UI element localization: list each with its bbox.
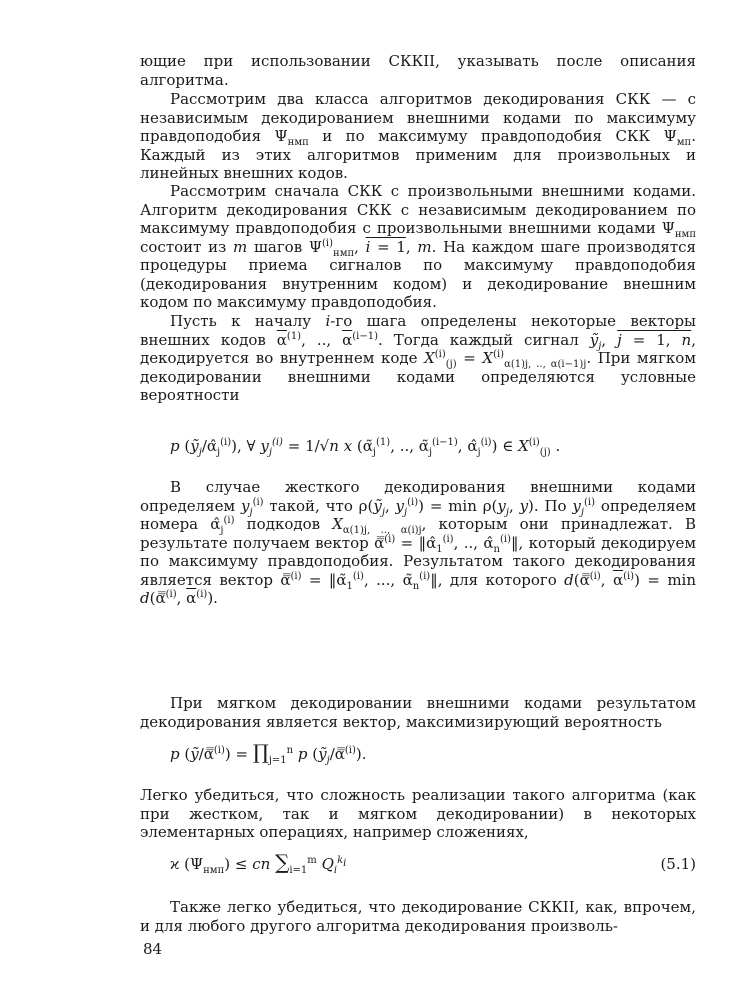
formula-complexity: ϰ $(\Psi_{нмп})$ ≤ cn $\sum_{i=1}^m$ $Q_i^{k_i}$: [170, 850, 347, 876]
paragraph-8: Также легко убедиться, что декодирование СККII, как, впрочем, и для любого другого алгоритма декодирования произволь-: [140, 898, 696, 935]
paragraph-4: Пусть к началу i-го шага определены некоторые векторы внешних кодов $\overline{\alpha}^{(1)}$, .., $\overline{\alpha}^{(i-1)}$. Тогда каждый сигнал ỹ$_j$, j = 1, n, декодируется во внутреннем коде $X^{(i)}_{(j)} = X^{(i)}_{\alpha(1)j, .., \alpha(i-1)j}$. При мягком декодировании внешними кодами определяются условные вероятности: [140, 312, 696, 404]
paragraph-1: ющие при использовании СККII, указывать после описания алгоритма.: [140, 52, 696, 89]
paragraph-5: В случае жесткого декодирования внешними кодами определяем $y_j^{(i)}$ такой, что ρ(ỹ$_j$, $y_j^{(i)}) = \min \rho(y_j$, y). По $y_j^{(i)}$ определяем номера $\alphâ_j^{(i)}$ подкодов $X_{\alpha(1)j, .., \alpha(i)j}$, которым они принадлежат. В результате получаем вектор α̿$^{(i)}$ = $‖\alphâ_1^{(i)}$, .., $\alphâ_n^{(i)}‖$, который декодируем по максимуму правдоподобия. Результатом такого декодирования является вектор α̿$^{(i)}$ = $‖\alphã_1^{(i)}$, ..., $\alphã_n^{(i)}‖$, для которого d(α̿$^{(i)}$, $\overline{\alpha}^{(i)}) = \min$ d(α̿$^{(i)}$, $\overline{\alpha}^{(i)}$).: [140, 478, 697, 607]
page-number: 84: [143, 940, 163, 958]
paragraph-2: Рассмотрим два класса алгоритмов декодирования СКК — с независимым декодированием внешними кодами по максимуму правдоподобия $\Psi_{нмп}$ и по максимуму правдоподобия СКК $\Psi_{мп}$. Каждый из этих алгоритмов применим для произвольных и линейных внешних кодов.: [140, 90, 696, 182]
paragraph-7: Легко убедиться, что сложность реализации такого алгоритма (как при жестком, так и мягком декодировании) в некоторых элементарных операциях, например сложениях,: [140, 786, 696, 841]
equation-number: (5.1): [660, 855, 696, 873]
paragraph-3: Рассмотрим сначала СКК с произвольными внешними кодами. Алгоритм декодирования СКК с независимым декодированием по максимуму правдоподобия с произвольными внешними кодами $\Psi_{нмп}$ состоит из m шагов $\Psi^{(i)}_{нмп}$, i = 1, m. На каждом шаге производятся процедуры приема сигналов по максимуму правдоподобия (декодирования внутренним кодом) и декодирование внешним кодом по максимуму правдоподобия.: [140, 182, 696, 311]
paragraph-6: При мягком декодировании внешними кодами результатом декодирования является вектор, максимизирующий вероятность: [140, 694, 696, 731]
formula-max-probability: p (ỹ/α̿$^{(i)}$) = $\prod_{j=1}^n$ p (ỹ$_j$/α̿$^{(i)}$).: [170, 740, 367, 766]
formula-conditional-probability: p $(ỹ_j/\alphâ_j^{(i)})$, ∀ $y_j^{(i)} = 1/√n$ x ($\alphã_j^{(1)}$, .., $\alphã_j^{(i-1)}$, $\alphâ_j^{(i)}$) ∈ $X^{(i)}_{(j)}$ .: [170, 437, 561, 458]
